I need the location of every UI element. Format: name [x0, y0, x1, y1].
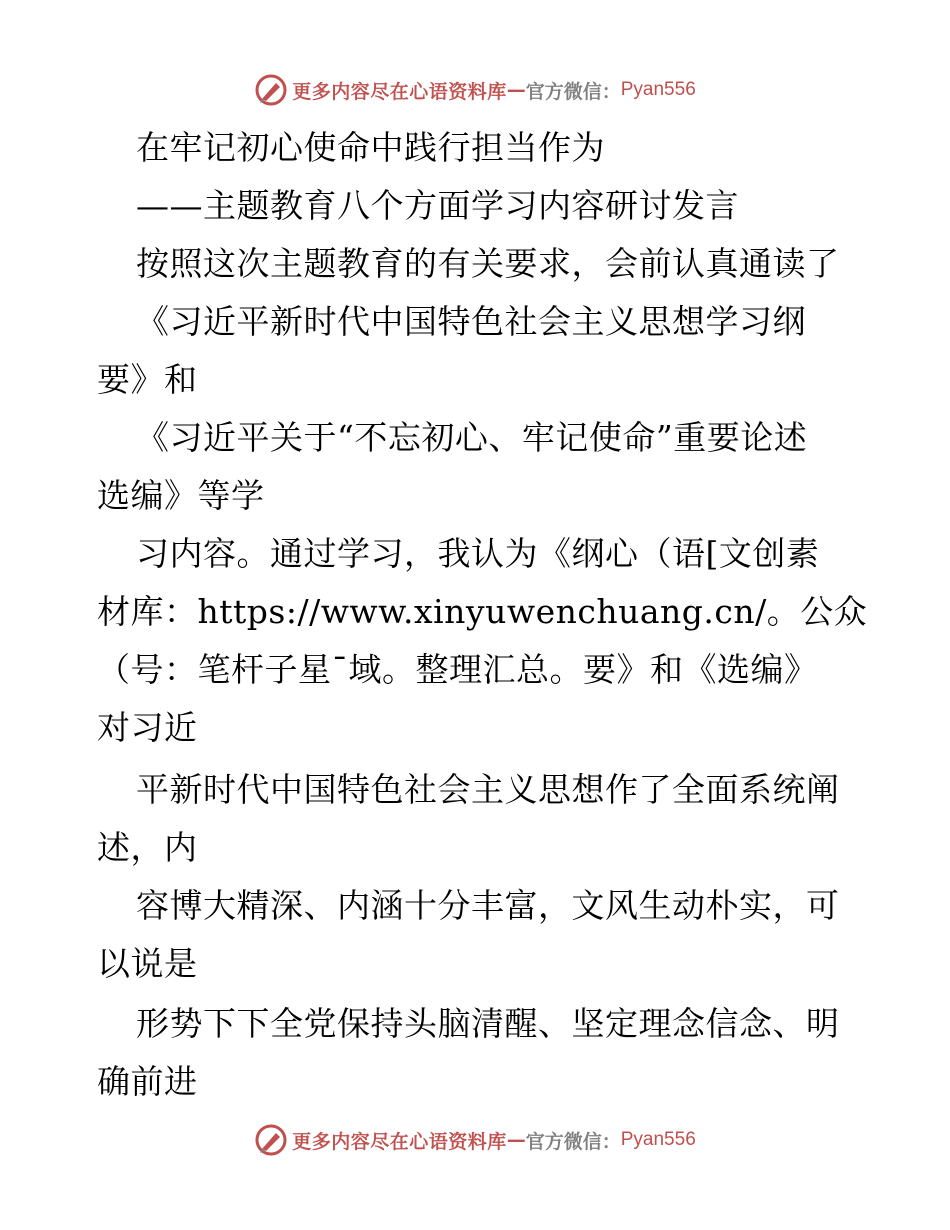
text-line: 选编》等学 [97, 476, 265, 515]
text-line: 形势下下全党保持头脑清醒、坚定理念信念、明 [136, 1004, 840, 1043]
text-line: 材库：https://www.xinyuwenchuang.cn/。公众 [97, 592, 868, 631]
text-line: 《习近平新时代中国特色社会主义思想学习纲 [136, 302, 806, 341]
watermark-site-text: 更多内容尽在心语资料库 [292, 80, 507, 103]
text-line: 确前进 [97, 1062, 198, 1101]
text-line: 按照这次主题教育的有关要求，会前认真通读了 [136, 244, 840, 283]
text-line: 习内容。通过学习，我认为《纲心（语[文创素 [136, 534, 820, 573]
pen-logo-icon [254, 1123, 288, 1157]
watermark-contact-label: 官方微信： [525, 80, 621, 103]
document-subtitle: ——主题教育八个方面学习内容研讨发言 [136, 186, 739, 225]
watermark-contact-label: 官方微信： [525, 1130, 621, 1153]
text-line: 述，内 [97, 828, 198, 867]
text-line: （号：笔杆子星¯域。整理汇总。要》和《选编》 [97, 650, 818, 689]
watermark-contact-id: Pyan556 [620, 79, 696, 100]
watermark-separator: — [506, 1129, 526, 1151]
text-line: 《习近平关于“不忘初心、牢记使命”重要论述 [136, 418, 808, 457]
document-title: 在牢记初心使命中践行担当作为 [136, 128, 605, 167]
header-watermark [0, 70, 950, 110]
pen-logo-icon [254, 73, 288, 107]
text-line: 平新时代中国特色社会主义思想作了全面系统阐 [136, 770, 840, 809]
watermark-separator: — [506, 79, 526, 101]
text-line: 要》和 [97, 360, 198, 399]
text-line: 以说是 [97, 944, 198, 983]
watermark-contact-id: Pyan556 [620, 1129, 696, 1150]
text-line: 容博大精深、内涵十分丰富，文风生动朴实，可 [136, 886, 840, 925]
footer-watermark [0, 1120, 950, 1160]
text-line: 对习近 [97, 708, 198, 747]
watermark-site-text: 更多内容尽在心语资料库 [292, 1130, 507, 1153]
